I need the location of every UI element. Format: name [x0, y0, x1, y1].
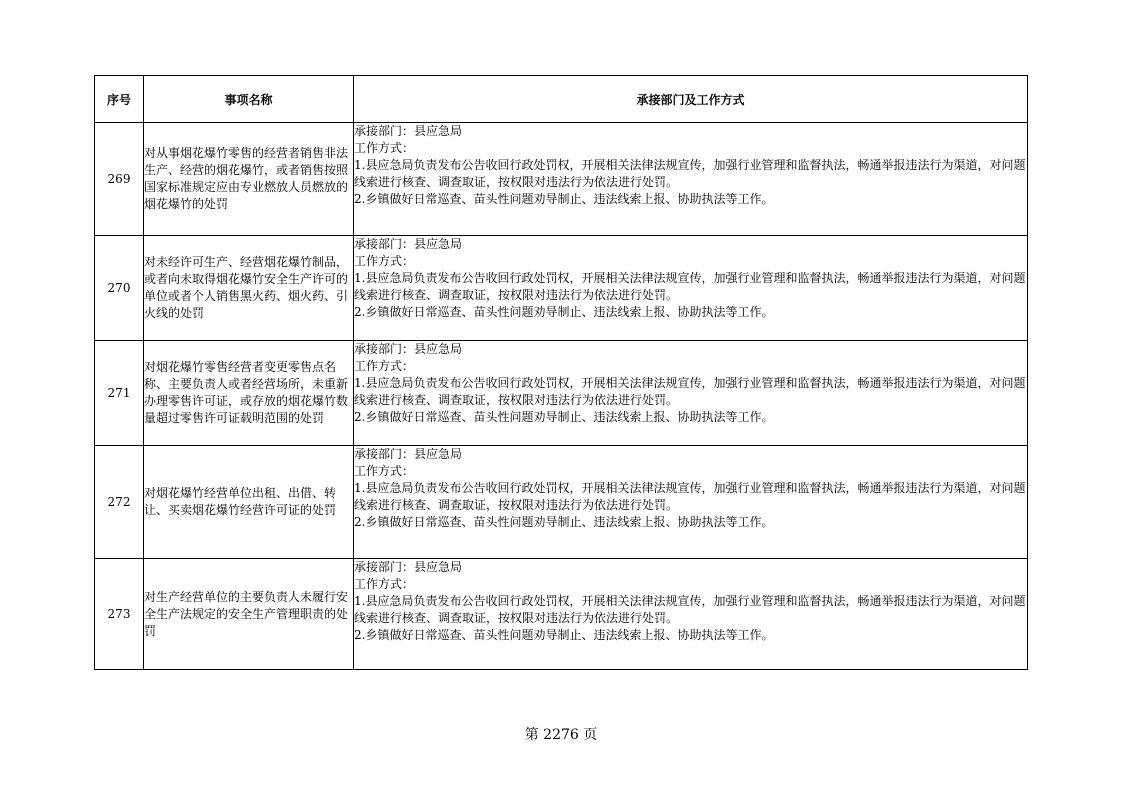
method-item-1: 1.县应急局负责发布公告收回行政处罚权，开展相关法律法规宣传，加强行业管理和监督执法，畅通举报违法行为渠道，对问题线索进行核查、调查取证，按权限对违法行为依法进行处罚。	[354, 158, 1026, 189]
item-name: 对烟花爆竹零售经营者变更零售点名称、主要负责人或者经营场所，未重新办理零售许可证，或存放的烟花爆竹数量超过零售许可证载明范围的处罚	[144, 341, 354, 446]
page-number: 第 2276 页	[524, 727, 598, 743]
department-line: 承接部门：县应急局	[354, 560, 463, 574]
department-method	[354, 446, 1028, 559]
method-item-2: 2.乡镇做好日常巡查、苗头性问题劝导制止、违法线索上报、协助执法等工作。	[354, 410, 774, 424]
method-item-2: 2.乡镇做好日常巡查、苗头性问题劝导制止、违法线索上报、协助执法等工作。	[354, 515, 774, 529]
department-line: 承接部门：县应急局	[354, 124, 463, 138]
row-number: 270	[95, 236, 144, 341]
table-row	[95, 559, 1028, 670]
authority-table	[94, 75, 1028, 670]
header-serial-number: 序号	[95, 76, 144, 123]
item-name: 对烟花爆竹经营单位出租、出借、转让、买卖烟花爆竹经营许可证的处罚	[144, 446, 354, 559]
method-item-1: 1.县应急局负责发布公告收回行政处罚权，开展相关法律法规宣传，加强行业管理和监督执法，畅通举报违法行为渠道，对问题线索进行核查、调查取证，按权限对违法行为依法进行处罚。	[354, 594, 1026, 625]
department-method	[354, 559, 1028, 670]
method-label: 工作方式：	[354, 464, 415, 478]
header-item-name: 事项名称	[144, 76, 354, 123]
department-line: 承接部门：县应急局	[354, 237, 463, 251]
row-number: 269	[95, 123, 144, 236]
method-item-1: 1.县应急局负责发布公告收回行政处罚权，开展相关法律法规宣传，加强行业管理和监督执法，畅通举报违法行为渠道，对问题线索进行核查、调查取证，按权限对违法行为依法进行处罚。	[354, 376, 1026, 407]
method-item-1: 1.县应急局负责发布公告收回行政处罚权，开展相关法律法规宣传，加强行业管理和监督执法，畅通举报违法行为渠道，对问题线索进行核查、调查取证，按权限对违法行为依法进行处罚。	[354, 271, 1026, 302]
row-number: 271	[95, 341, 144, 446]
table-row	[95, 236, 1028, 341]
method-item-1: 1.县应急局负责发布公告收回行政处罚权，开展相关法律法规宣传，加强行业管理和监督执法，畅通举报违法行为渠道，对问题线索进行核查、调查取证，按权限对违法行为依法进行处罚。	[354, 481, 1026, 512]
table-row	[95, 123, 1028, 236]
method-label: 工作方式：	[354, 141, 415, 155]
table-row	[95, 341, 1028, 446]
method-label: 工作方式：	[354, 254, 415, 268]
department-method	[354, 341, 1028, 446]
row-number: 272	[95, 446, 144, 559]
department-method	[354, 123, 1028, 236]
method-item-2: 2.乡镇做好日常巡查、苗头性问题劝导制止、违法线索上报、协助执法等工作。	[354, 628, 774, 642]
item-name: 对未经许可生产、经营烟花爆竹制品，或者向未取得烟花爆竹安全生产许可的单位或者个人销售黑火药、烟火药、引火线的处罚	[144, 236, 354, 341]
method-label: 工作方式：	[354, 577, 415, 591]
department-line: 承接部门：县应急局	[354, 447, 463, 461]
header-department-method: 承接部门及工作方式	[354, 76, 1028, 123]
method-item-2: 2.乡镇做好日常巡查、苗头性问题劝导制止、违法线索上报、协助执法等工作。	[354, 192, 774, 206]
department-line: 承接部门：县应急局	[354, 342, 463, 356]
department-method	[354, 236, 1028, 341]
header-row	[95, 76, 1028, 123]
item-name: 对生产经营单位的主要负责人未履行安全生产法规定的安全生产管理职责的处罚	[144, 559, 354, 670]
table-row	[95, 446, 1028, 559]
method-label: 工作方式：	[354, 359, 415, 373]
row-number: 273	[95, 559, 144, 670]
method-item-2: 2.乡镇做好日常巡查、苗头性问题劝导制止、违法线索上报、协助执法等工作。	[354, 305, 774, 319]
item-name: 对从事烟花爆竹零售的经营者销售非法生产、经营的烟花爆竹，或者销售按照国家标准规定应由专业燃放人员燃放的烟花爆竹的处罚	[144, 123, 354, 236]
